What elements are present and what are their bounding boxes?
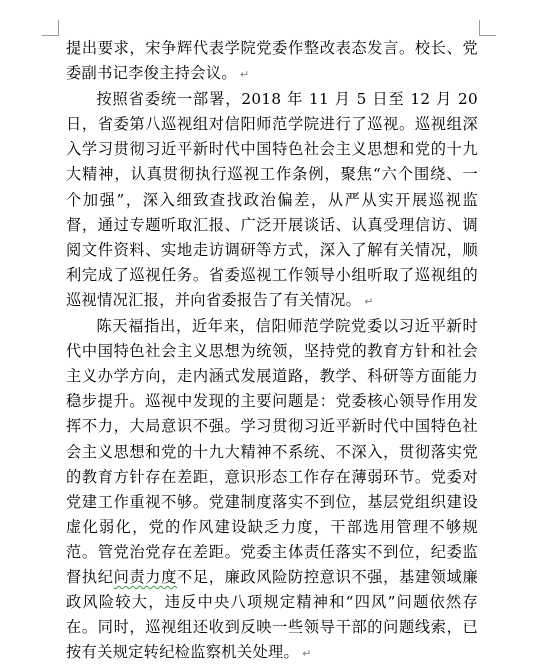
crop-mark-top-right-horizontal: [479, 35, 496, 36]
grammar-flagged-text: 问责力度: [113, 567, 178, 586]
crop-mark-top-right-vertical: [479, 20, 480, 36]
paragraph-text: 提出要求，宋争辉代表学院党委作整改表态发言。校长、党委副书记李俊主持会议。: [66, 39, 478, 83]
paragraph-mark-icon: ↵: [302, 647, 312, 661]
crop-mark-top-left-vertical: [58, 20, 59, 36]
paragraph-1: [66, 36, 478, 87]
crop-mark-top-left-horizontal: [42, 35, 59, 36]
paragraph-mark-icon: ↵: [364, 294, 374, 308]
document-body[interactable]: [66, 36, 478, 666]
paragraph-mark-icon: ↵: [239, 68, 250, 82]
paragraph-text: 按照省委统一部署，2018 年 11 月 5 日至 12 月 20 日，省委第八巡视组对信阳师范学院进行了巡视。巡视组深入学习贯彻习近平新时代中国特色社会主义思想和党的十九大精神，认真贯彻执行巡视工作条例，聚焦“六个围绕、一个加强”，深入细致查找政治偏差，从严从实开展巡视监督，通过专题听取汇报、广泛开展谈话、认真受理信访、调阅文件资料、实地走访调研等方式，深入了解有关情况，顺利完成了巡视任务。省委巡视工作领导小组听取了巡视组的巡视情况汇报，并向省委报告了有关情况。: [66, 90, 478, 309]
paragraph-3: [66, 314, 478, 666]
paragraph-2: [66, 87, 478, 314]
paragraph-text: 陈天福指出，近年来，信阳师范学院党委以习近平新时代中国特色社会主义思想为统领，坚持党的教育方针和社会主义办学方向，走内涵式发展道路，教学、科研等方面能力稳步提升。巡视中发现的主要问题是：党委核心领导作用发挥不力，大局意识不强。学习贯彻习近平新时代中国特色社会主义思想和党的十九大精神不系统、不深入，贯彻落实党的教育方针存在差距，意识形态工作存在薄弱环节。党委对党建工作重视不够。党建制度落实不到位，基层党组织建设虚化弱化，党的作风建设缺乏力度，干部选用管理不够规范。管党治党存在差距。党委主体责任落实不到位，纪委监督执纪: [66, 317, 478, 586]
paragraph-text: 不足，廉政风险防控意识不强，基建领域廉政风险较大，违反中央八项规定精神和“四风”问题依然存在。同时，巡视组还收到反映一些领导干部的问题线索，已按有关规定转纪检监察机关处理。: [66, 567, 478, 662]
